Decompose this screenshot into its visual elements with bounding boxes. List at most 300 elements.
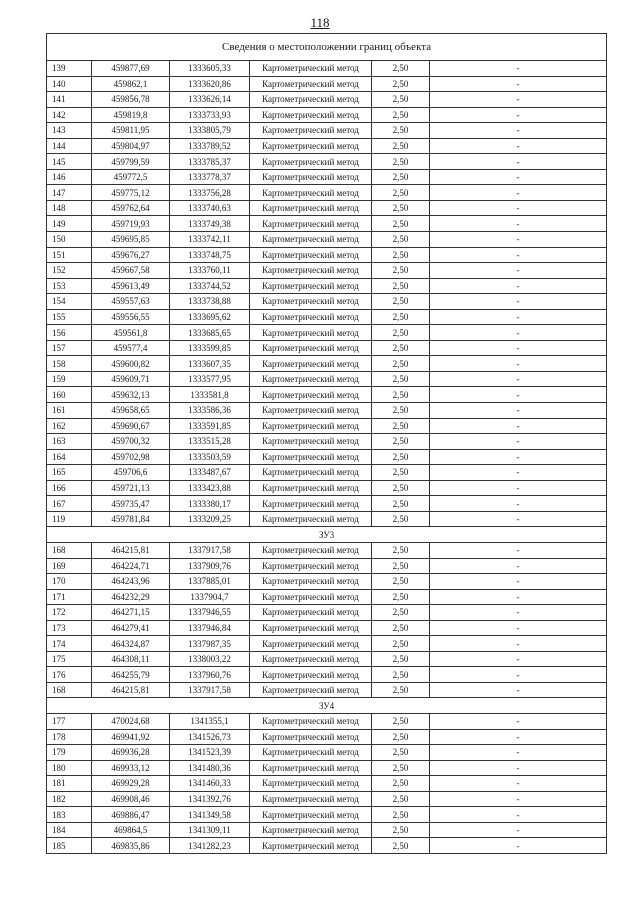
- x-coordinate-cell: 464215,81: [92, 682, 170, 698]
- description-cell: -: [430, 465, 607, 481]
- point-number-cell: 169: [47, 558, 92, 574]
- point-number-cell: 162: [47, 418, 92, 434]
- point-number-cell: 179: [47, 745, 92, 761]
- description-cell: -: [430, 309, 607, 325]
- description-cell: -: [430, 511, 607, 527]
- table-row: [47, 651, 607, 667]
- x-coordinate-cell: 459557,63: [92, 294, 170, 310]
- point-number-cell: 157: [47, 340, 92, 356]
- x-coordinate-cell: 464224,71: [92, 558, 170, 574]
- description-cell: -: [430, 403, 607, 419]
- point-number-cell: 161: [47, 403, 92, 419]
- x-coordinate-cell: 464215,81: [92, 542, 170, 558]
- method-cell: Картометрический метод: [250, 418, 372, 434]
- table-row: [47, 667, 607, 683]
- method-cell: Картометрический метод: [250, 356, 372, 372]
- method-cell: Картометрический метод: [250, 340, 372, 356]
- y-coordinate-cell: 1337987,35: [170, 636, 250, 652]
- point-number-cell: 145: [47, 154, 92, 170]
- point-number-cell: 175: [47, 651, 92, 667]
- x-coordinate-cell: 459577,4: [92, 340, 170, 356]
- x-coordinate-cell: 459556,55: [92, 309, 170, 325]
- point-number-cell: 141: [47, 92, 92, 108]
- table-row: [47, 76, 607, 92]
- point-number-cell: 167: [47, 496, 92, 512]
- description-cell: -: [430, 636, 607, 652]
- point-number-cell: 140: [47, 76, 92, 92]
- method-cell: Картометрический метод: [250, 729, 372, 745]
- x-coordinate-cell: 459721,13: [92, 480, 170, 496]
- method-cell: Картометрический метод: [250, 247, 372, 263]
- table-row: [47, 418, 607, 434]
- method-cell: Картометрический метод: [250, 636, 372, 652]
- x-coordinate-cell: 459781,84: [92, 511, 170, 527]
- table-row: [47, 791, 607, 807]
- y-coordinate-cell: 1333515,28: [170, 434, 250, 450]
- table-row: [47, 496, 607, 512]
- point-number-cell: 180: [47, 760, 92, 776]
- method-cell: Картометрический метод: [250, 838, 372, 854]
- accuracy-cell: 2,50: [372, 371, 430, 387]
- x-coordinate-cell: 459600,82: [92, 356, 170, 372]
- table-row: [47, 434, 607, 450]
- point-number-cell: 142: [47, 107, 92, 123]
- x-coordinate-cell: 459695,85: [92, 232, 170, 248]
- point-number-cell: 160: [47, 387, 92, 403]
- table-row: [47, 216, 607, 232]
- point-number-cell: 155: [47, 309, 92, 325]
- table-row: [47, 371, 607, 387]
- table-row: [47, 138, 607, 154]
- table-row: [47, 480, 607, 496]
- method-cell: Картометрический метод: [250, 263, 372, 279]
- table-row: [47, 729, 607, 745]
- point-number-cell: 149: [47, 216, 92, 232]
- x-coordinate-cell: 464324,87: [92, 636, 170, 652]
- y-coordinate-cell: 1333487,67: [170, 465, 250, 481]
- description-cell: -: [430, 496, 607, 512]
- point-number-cell: 183: [47, 807, 92, 823]
- table-row: [47, 356, 607, 372]
- accuracy-cell: 2,50: [372, 760, 430, 776]
- y-coordinate-cell: 1333733,93: [170, 107, 250, 123]
- accuracy-cell: 2,50: [372, 480, 430, 496]
- method-cell: Картометрический метод: [250, 605, 372, 621]
- point-number-cell: 163: [47, 434, 92, 450]
- table-row: [47, 822, 607, 838]
- method-cell: Картометрический метод: [250, 776, 372, 792]
- x-coordinate-cell: 459735,47: [92, 496, 170, 512]
- accuracy-cell: 2,50: [372, 838, 430, 854]
- description-cell: -: [430, 760, 607, 776]
- y-coordinate-cell: 1333581,8: [170, 387, 250, 403]
- y-coordinate-cell: 1333423,88: [170, 480, 250, 496]
- method-cell: Картометрический метод: [250, 745, 372, 761]
- accuracy-cell: 2,50: [372, 822, 430, 838]
- section-header-row: [47, 527, 607, 543]
- description-cell: -: [430, 589, 607, 605]
- accuracy-cell: 2,50: [372, 434, 430, 450]
- x-coordinate-cell: 459772,5: [92, 169, 170, 185]
- point-number-cell: 181: [47, 776, 92, 792]
- method-cell: Картометрический метод: [250, 589, 372, 605]
- point-number-cell: 139: [47, 61, 92, 77]
- point-number-cell: 170: [47, 574, 92, 590]
- table-row: [47, 232, 607, 248]
- y-coordinate-cell: 1337946,84: [170, 620, 250, 636]
- description-cell: -: [430, 278, 607, 294]
- table-row: [47, 247, 607, 263]
- x-coordinate-cell: 459775,12: [92, 185, 170, 201]
- y-coordinate-cell: 1333380,17: [170, 496, 250, 512]
- y-coordinate-cell: 1341460,33: [170, 776, 250, 792]
- table-row: [47, 200, 607, 216]
- x-coordinate-cell: 459862,1: [92, 76, 170, 92]
- method-cell: Картометрический метод: [250, 760, 372, 776]
- section-label: ЗУ4: [47, 698, 607, 714]
- point-number-cell: 119: [47, 511, 92, 527]
- table-row: [47, 682, 607, 698]
- description-cell: -: [430, 729, 607, 745]
- description-cell: -: [430, 745, 607, 761]
- method-cell: Картометрический метод: [250, 682, 372, 698]
- accuracy-cell: 2,50: [372, 496, 430, 512]
- x-coordinate-cell: 464232,29: [92, 589, 170, 605]
- y-coordinate-cell: 1333756,28: [170, 185, 250, 201]
- method-cell: Картометрический метод: [250, 791, 372, 807]
- accuracy-cell: 2,50: [372, 542, 430, 558]
- description-cell: -: [430, 200, 607, 216]
- accuracy-cell: 2,50: [372, 309, 430, 325]
- y-coordinate-cell: 1341355,1: [170, 713, 250, 729]
- y-coordinate-cell: 1333785,37: [170, 154, 250, 170]
- table-row: [47, 340, 607, 356]
- y-coordinate-cell: 1333586,36: [170, 403, 250, 419]
- y-coordinate-cell: 1333740,63: [170, 200, 250, 216]
- accuracy-cell: 2,50: [372, 216, 430, 232]
- point-number-cell: 164: [47, 449, 92, 465]
- y-coordinate-cell: 1333744,52: [170, 278, 250, 294]
- accuracy-cell: 2,50: [372, 605, 430, 621]
- description-cell: -: [430, 807, 607, 823]
- table-row: [47, 169, 607, 185]
- accuracy-cell: 2,50: [372, 200, 430, 216]
- x-coordinate-cell: 459676,27: [92, 247, 170, 263]
- description-cell: -: [430, 371, 607, 387]
- point-number-cell: 148: [47, 200, 92, 216]
- method-cell: Картометрический метод: [250, 76, 372, 92]
- point-number-cell: 171: [47, 589, 92, 605]
- description-cell: -: [430, 216, 607, 232]
- y-coordinate-cell: 1333503,59: [170, 449, 250, 465]
- point-number-cell: 150: [47, 232, 92, 248]
- description-cell: -: [430, 838, 607, 854]
- table-row: [47, 636, 607, 652]
- y-coordinate-cell: 1333607,35: [170, 356, 250, 372]
- point-number-cell: 165: [47, 465, 92, 481]
- method-cell: Картометрический метод: [250, 107, 372, 123]
- method-cell: Картометрический метод: [250, 278, 372, 294]
- method-cell: Картометрический метод: [250, 309, 372, 325]
- x-coordinate-cell: 469886,47: [92, 807, 170, 823]
- description-cell: -: [430, 169, 607, 185]
- table-row: [47, 465, 607, 481]
- x-coordinate-cell: 469936,28: [92, 745, 170, 761]
- description-cell: -: [430, 713, 607, 729]
- table-row: [47, 542, 607, 558]
- accuracy-cell: 2,50: [372, 713, 430, 729]
- x-coordinate-cell: 459706,6: [92, 465, 170, 481]
- table-title: Сведения о местоположении границ объекта: [47, 34, 607, 61]
- description-cell: -: [430, 107, 607, 123]
- table-row: [47, 574, 607, 590]
- accuracy-cell: 2,50: [372, 465, 430, 481]
- x-coordinate-cell: 459667,58: [92, 263, 170, 279]
- y-coordinate-cell: 1333685,65: [170, 325, 250, 341]
- y-coordinate-cell: 1337917,58: [170, 542, 250, 558]
- y-coordinate-cell: 1333695,62: [170, 309, 250, 325]
- accuracy-cell: 2,50: [372, 387, 430, 403]
- method-cell: Картометрический метод: [250, 154, 372, 170]
- point-number-cell: 168: [47, 542, 92, 558]
- accuracy-cell: 2,50: [372, 620, 430, 636]
- point-number-cell: 177: [47, 713, 92, 729]
- description-cell: -: [430, 247, 607, 263]
- point-number-cell: 178: [47, 729, 92, 745]
- description-cell: -: [430, 418, 607, 434]
- method-cell: Картометрический метод: [250, 61, 372, 77]
- y-coordinate-cell: 1341523,39: [170, 745, 250, 761]
- y-coordinate-cell: 1333778,37: [170, 169, 250, 185]
- table-row: [47, 185, 607, 201]
- accuracy-cell: 2,50: [372, 589, 430, 605]
- table-row: [47, 263, 607, 279]
- point-number-cell: 173: [47, 620, 92, 636]
- table-row: [47, 92, 607, 108]
- y-coordinate-cell: 1337885,01: [170, 574, 250, 590]
- method-cell: Картометрический метод: [250, 294, 372, 310]
- accuracy-cell: 2,50: [372, 449, 430, 465]
- table-row: [47, 403, 607, 419]
- description-cell: -: [430, 356, 607, 372]
- table-row: [47, 838, 607, 854]
- accuracy-cell: 2,50: [372, 61, 430, 77]
- x-coordinate-cell: 459804,97: [92, 138, 170, 154]
- method-cell: Картометрический метод: [250, 123, 372, 139]
- table-row: [47, 558, 607, 574]
- x-coordinate-cell: 470024,68: [92, 713, 170, 729]
- description-cell: -: [430, 92, 607, 108]
- description-cell: -: [430, 294, 607, 310]
- y-coordinate-cell: 1338003,22: [170, 651, 250, 667]
- accuracy-cell: 2,50: [372, 247, 430, 263]
- table-row: [47, 387, 607, 403]
- y-coordinate-cell: 1341349,58: [170, 807, 250, 823]
- description-cell: -: [430, 434, 607, 450]
- point-number-cell: 144: [47, 138, 92, 154]
- method-cell: Картометрический метод: [250, 200, 372, 216]
- y-coordinate-cell: 1341480,36: [170, 760, 250, 776]
- description-cell: -: [430, 263, 607, 279]
- y-coordinate-cell: 1333749,38: [170, 216, 250, 232]
- y-coordinate-cell: 1337909,76: [170, 558, 250, 574]
- x-coordinate-cell: 459702,98: [92, 449, 170, 465]
- table-row: [47, 61, 607, 77]
- method-cell: Картометрический метод: [250, 371, 372, 387]
- method-cell: Картометрический метод: [250, 465, 372, 481]
- description-cell: -: [430, 620, 607, 636]
- description-cell: -: [430, 542, 607, 558]
- description-cell: -: [430, 480, 607, 496]
- boundary-coordinates-table: [46, 33, 607, 854]
- point-number-cell: 176: [47, 667, 92, 683]
- accuracy-cell: 2,50: [372, 682, 430, 698]
- point-number-cell: 166: [47, 480, 92, 496]
- method-cell: Картометрический метод: [250, 325, 372, 341]
- x-coordinate-cell: 459811,95: [92, 123, 170, 139]
- y-coordinate-cell: 1341282,23: [170, 838, 250, 854]
- point-number-cell: 185: [47, 838, 92, 854]
- accuracy-cell: 2,50: [372, 138, 430, 154]
- accuracy-cell: 2,50: [372, 636, 430, 652]
- description-cell: -: [430, 123, 607, 139]
- point-number-cell: 182: [47, 791, 92, 807]
- table-row: [47, 309, 607, 325]
- description-cell: -: [430, 791, 607, 807]
- table-row: [47, 154, 607, 170]
- table-row: [47, 745, 607, 761]
- y-coordinate-cell: 1341526,73: [170, 729, 250, 745]
- accuracy-cell: 2,50: [372, 667, 430, 683]
- x-coordinate-cell: 459609,71: [92, 371, 170, 387]
- accuracy-cell: 2,50: [372, 511, 430, 527]
- x-coordinate-cell: 459561,8: [92, 325, 170, 341]
- table-row: [47, 713, 607, 729]
- point-number-cell: 184: [47, 822, 92, 838]
- accuracy-cell: 2,50: [372, 263, 430, 279]
- y-coordinate-cell: 1341392,76: [170, 791, 250, 807]
- x-coordinate-cell: 469941,92: [92, 729, 170, 745]
- description-cell: -: [430, 651, 607, 667]
- x-coordinate-cell: 464271,15: [92, 605, 170, 621]
- section-header-row: [47, 698, 607, 714]
- table-row: [47, 511, 607, 527]
- table-title-row: [47, 34, 607, 61]
- x-coordinate-cell: 469929,28: [92, 776, 170, 792]
- accuracy-cell: 2,50: [372, 729, 430, 745]
- y-coordinate-cell: 1333742,11: [170, 232, 250, 248]
- section-label: ЗУ3: [47, 527, 607, 543]
- accuracy-cell: 2,50: [372, 807, 430, 823]
- y-coordinate-cell: 1333577,95: [170, 371, 250, 387]
- method-cell: Картометрический метод: [250, 807, 372, 823]
- point-number-cell: 156: [47, 325, 92, 341]
- y-coordinate-cell: 1333738,88: [170, 294, 250, 310]
- description-cell: -: [430, 325, 607, 341]
- y-coordinate-cell: 1333789,52: [170, 138, 250, 154]
- description-cell: -: [430, 776, 607, 792]
- point-number-cell: 151: [47, 247, 92, 263]
- accuracy-cell: 2,50: [372, 92, 430, 108]
- table-row: [47, 589, 607, 605]
- x-coordinate-cell: 459632,13: [92, 387, 170, 403]
- accuracy-cell: 2,50: [372, 340, 430, 356]
- x-coordinate-cell: 464279,41: [92, 620, 170, 636]
- x-coordinate-cell: 459762,64: [92, 200, 170, 216]
- method-cell: Картометрический метод: [250, 667, 372, 683]
- point-number-cell: 174: [47, 636, 92, 652]
- page-number: 118: [310, 15, 330, 30]
- y-coordinate-cell: 1333605,33: [170, 61, 250, 77]
- y-coordinate-cell: 1337904,7: [170, 589, 250, 605]
- description-cell: -: [430, 340, 607, 356]
- x-coordinate-cell: 469835,86: [92, 838, 170, 854]
- x-coordinate-cell: 459613,49: [92, 278, 170, 294]
- method-cell: Картометрический метод: [250, 511, 372, 527]
- y-coordinate-cell: 1337946,55: [170, 605, 250, 621]
- table-row: [47, 449, 607, 465]
- accuracy-cell: 2,50: [372, 776, 430, 792]
- y-coordinate-cell: 1337960,76: [170, 667, 250, 683]
- accuracy-cell: 2,50: [372, 418, 430, 434]
- accuracy-cell: 2,50: [372, 325, 430, 341]
- y-coordinate-cell: 1337917,58: [170, 682, 250, 698]
- description-cell: -: [430, 667, 607, 683]
- accuracy-cell: 2,50: [372, 356, 430, 372]
- point-number-cell: 172: [47, 605, 92, 621]
- method-cell: Картометрический метод: [250, 169, 372, 185]
- description-cell: -: [430, 61, 607, 77]
- point-number-cell: 146: [47, 169, 92, 185]
- method-cell: Картометрический метод: [250, 449, 372, 465]
- method-cell: Картометрический метод: [250, 620, 372, 636]
- x-coordinate-cell: 459658,65: [92, 403, 170, 419]
- x-coordinate-cell: 469908,46: [92, 791, 170, 807]
- table-row: [47, 807, 607, 823]
- point-number-cell: 168: [47, 682, 92, 698]
- method-cell: Картометрический метод: [250, 138, 372, 154]
- table-row: [47, 278, 607, 294]
- x-coordinate-cell: 459877,69: [92, 61, 170, 77]
- x-coordinate-cell: 459799,59: [92, 154, 170, 170]
- method-cell: Картометрический метод: [250, 542, 372, 558]
- table-row: [47, 760, 607, 776]
- method-cell: Картометрический метод: [250, 387, 372, 403]
- description-cell: -: [430, 682, 607, 698]
- description-cell: -: [430, 605, 607, 621]
- method-cell: Картометрический метод: [250, 558, 372, 574]
- point-number-cell: 153: [47, 278, 92, 294]
- x-coordinate-cell: 459856,78: [92, 92, 170, 108]
- accuracy-cell: 2,50: [372, 278, 430, 294]
- description-cell: -: [430, 449, 607, 465]
- point-number-cell: 158: [47, 356, 92, 372]
- accuracy-cell: 2,50: [372, 558, 430, 574]
- x-coordinate-cell: 469864,5: [92, 822, 170, 838]
- y-coordinate-cell: 1333209,25: [170, 511, 250, 527]
- description-cell: -: [430, 76, 607, 92]
- y-coordinate-cell: 1333760,11: [170, 263, 250, 279]
- accuracy-cell: 2,50: [372, 76, 430, 92]
- table-row: [47, 107, 607, 123]
- point-number-cell: 152: [47, 263, 92, 279]
- accuracy-cell: 2,50: [372, 169, 430, 185]
- method-cell: Картометрический метод: [250, 496, 372, 512]
- accuracy-cell: 2,50: [372, 791, 430, 807]
- accuracy-cell: 2,50: [372, 123, 430, 139]
- y-coordinate-cell: 1333626,14: [170, 92, 250, 108]
- table-row: [47, 123, 607, 139]
